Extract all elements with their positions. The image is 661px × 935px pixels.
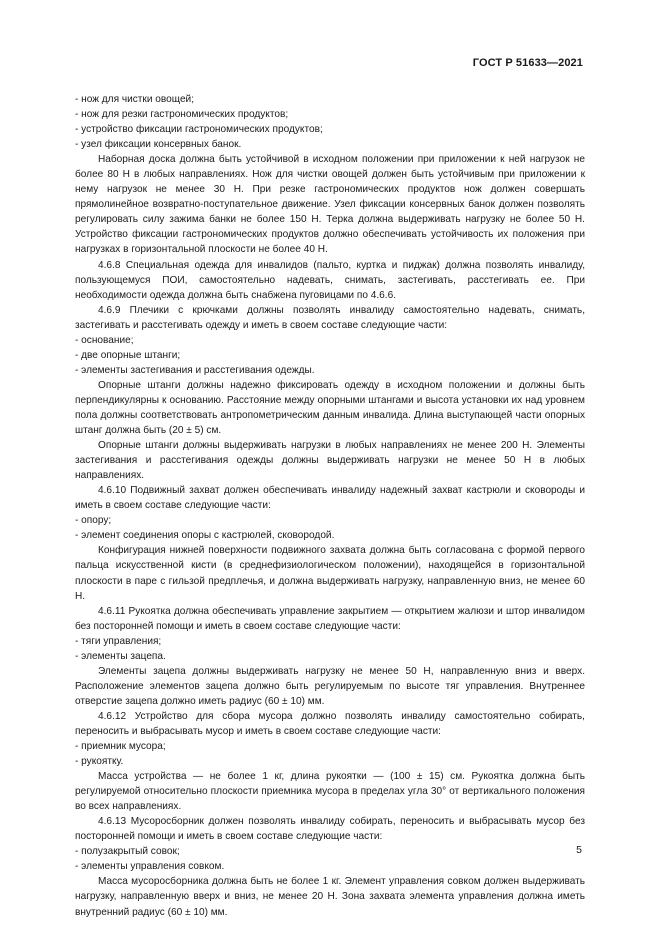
paragraph: Элементы зацепа должны выдерживать нагрузку не менее 50 Н, направленную вниз и вверх. Расположение элементов зацепа должно быть регулируемым по высоте тяг управления. Внутреннее отверстие зацепа должно иметь радиус (60 ± 10) мм. (75, 665, 585, 707)
list-item: - основание; (75, 334, 134, 346)
list-item: - две опорные штанги; (75, 349, 181, 361)
paragraph: 4.6.8 Специальная одежда для инвалидов (пальто, куртка и пиджак) должна позволять инвалиду, пользующемуся ПОИ, самостоятельно надевать, снимать, застегивать, расстегивать ее. При необходимости одежда должна быть снабжена пуговицами по 4.6.6. (75, 259, 585, 301)
list-item: - узел фиксации консервных банок. (75, 139, 242, 151)
list-item: - рукоятку. (75, 756, 124, 768)
list-item: - нож для резки гастрономических продуктов; (75, 109, 289, 121)
list-item: - устройство фиксации гастрономических продуктов; (75, 124, 323, 136)
list-item: - тяги управления; (75, 635, 162, 647)
list-item: - опору; (75, 515, 112, 527)
paragraph: 4.6.11 Рукоятка должна обеспечивать управление закрытием — открытием жалюзи и штор инвалидом без посторонней помощи и иметь в своем составе следующие части: (75, 605, 585, 632)
page-number: 5 (576, 844, 582, 856)
document-id: ГОСТ Р 51633—2021 (472, 57, 583, 69)
body-text (75, 92, 585, 920)
paragraph: Опорные штанги должны надежно фиксировать одежду в исходном положении и должны быть перпендикулярны к основанию. Расстояние между опорными штангами и высота установки их над уровнем пола должны соответствовать антропометрическим данным инвалида. Длина выступающей части опорных штанг должна быть (20 ± 5) см. (75, 379, 585, 437)
list-item: - приемник мусора; (75, 741, 166, 753)
list-item: - элементы зацепа. (75, 650, 166, 662)
paragraph: 4.6.13 Мусоросборник должен позволять инвалиду собирать, переносить и выбрасывать мусор без посторонней помощи и иметь в своем составе следующие части: (75, 816, 585, 843)
paragraph: Масса устройства — не более 1 кг, длина рукоятки — (100 ± 15) см. Рукоятка должна быть регулируемой относительно плоскости приемника мусора в пределах угла 30° от вертикального положения во всех направлениях. (75, 771, 585, 813)
list-item: - нож для чистки овощей; (75, 94, 194, 105)
list-item: - элементы управления совком. (75, 861, 225, 873)
paragraph: 4.6.9 Плечики с крючками должны позволять инвалиду самостоятельно надевать, снимать, застегивать и расстегивать одежду и иметь в своем составе следующие части: (75, 304, 585, 331)
paragraph: 4.6.12 Устройство для сбора мусора должно позволять инвалиду самостоятельно собирать, переносить и выбрасывать мусор и иметь в своем составе следующие части: (75, 710, 585, 737)
list-item: - полузакрытый совок; (75, 846, 180, 858)
paragraph: Наборная доска должна быть устойчивой в исходном положении при приложении к ней нагрузок не более 80 Н в любых направлениях. Нож для чистки овощей должен быть устойчивым при приложении к нему нагрузок не менее 30 Н. При резке гастрономических продуктов нож должен совершать прямолинейное возвратно-поступательное движение. Узел фиксации консервных банок должен позволять регулировать силу зажима банки не более 150 Н. Терка должна выдерживать нагрузку не более 50 Н. Устройство фиксации гастрономических продуктов должно обеспечивать устойчивость их положения при нагрузках в горизонтальной плоскости не более 40 Н. (75, 154, 585, 256)
paragraph: Конфигурация нижней поверхности подвижного захвата должна быть согласована с формой первого пальца искусственной кисти (в среднефизиологическом положении), находящейся в горизонтальной плоскости в паре с гильзой предплечья, и должна выдерживать нагрузку, направленную вниз, не менее 60 Н. (75, 545, 585, 602)
paragraph: Масса мусоросборника должна быть не более 1 кг. Элемент управления совком должен выдерживать нагрузку, направленную вверх и вниз, не менее 20 Н. Зона захвата элемента управления должна иметь внутренний радиус (60 ± 10) мм. (75, 876, 585, 918)
paragraph: 4.6.10 Подвижный захват должен обеспечивать инвалиду надежный захват кастрюли и сковороды и иметь в своем составе следующие части: (75, 485, 585, 512)
list-item: - элементы застегивания и расстегивания одежды. (75, 364, 315, 376)
paragraph: Опорные штанги должны выдерживать нагрузки в любых направлениях не менее 200 Н. Элементы застегивания и расстегивания одежды должны выдерживать нагрузки не менее 50 Н в любых направлениях. (75, 440, 585, 482)
list-item: - элемент соединения опоры с кастрюлей, сковородой. (75, 530, 335, 542)
